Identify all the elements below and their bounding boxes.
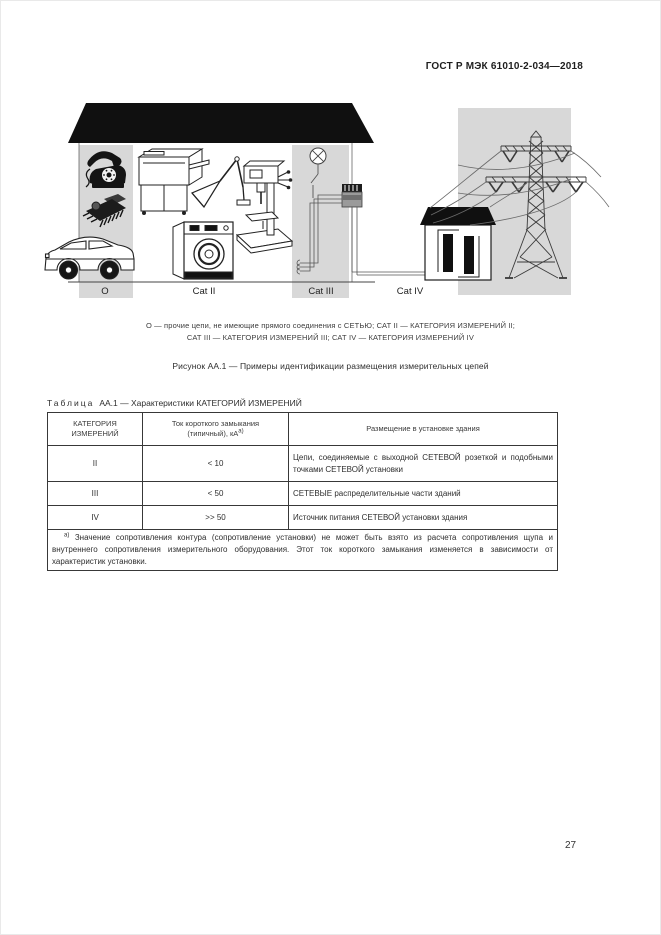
page-number: 27: [565, 840, 577, 851]
house-roof: [68, 103, 374, 143]
cell-location: Источник питания СЕТЕВОЙ установки здания: [289, 506, 558, 530]
figure-aa1-illustration: [0, 95, 661, 309]
header-current-line1: Ток короткого замыкания: [171, 418, 260, 428]
table-footnote: [48, 530, 558, 571]
zone-label-other: O: [101, 286, 109, 297]
table-footnote-row: [48, 530, 558, 571]
running-header: ГОСТ Р МЭК 61010-2-034—2018: [425, 61, 583, 72]
table-row: [48, 446, 558, 482]
figure-caption: Рисунок АА.1 — Примеры идентификации размещения измерительных цепей: [172, 361, 489, 371]
header-current-line2: (типичный), $кА^{а)}$: [187, 428, 244, 438]
measurement-categories-table: [47, 412, 558, 571]
table-row: [48, 506, 558, 530]
zone-label-cat4: Cat IV: [396, 286, 424, 297]
cat3-zone-background: [292, 145, 349, 298]
zone-label-cat3: Cat III: [308, 286, 334, 297]
footnote-ref: а): [64, 532, 70, 539]
header-category: КАТЕГОРИЯ ИЗМЕРЕНИЙ: [48, 413, 143, 446]
footnote-text: Значение сопротивления контура (сопротивление установки) не может быть взято из расчета сопротивления щупа и внутреннего сопротивления измерительного оборудования. Этот ток короткого замыкания изменяется в зависимости от характеристик установки.: [52, 533, 553, 566]
cell-current: < 10: [143, 446, 289, 482]
table-header-row: [48, 413, 558, 446]
table-title: [47, 398, 302, 408]
cell-location: СЕТЕВЫЕ распределительные части зданий: [289, 482, 558, 506]
breaker-panel-icon: [342, 184, 362, 207]
footnote-ref: а): [238, 428, 244, 435]
transformer-substation-icon: [420, 207, 496, 280]
figure-legend: [71, 320, 591, 344]
figure-legend-line2: САТ III — КАТЕГОРИЯ ИЗМЕРЕНИЙ III; САТ IV — КАТЕГОРИЯ ИЗМЕРЕНИЙ IV: [186, 333, 475, 342]
cell-category: III: [48, 482, 143, 506]
lamp-icon: [310, 148, 326, 164]
cell-location: Цепи, соединяемые с выходной СЕТЕВОЙ розеткой и подобными точками СЕТЕВОЙ установки: [289, 446, 558, 482]
cell-current: >> 50: [143, 506, 289, 530]
table-title-rest: АА.1 — Характеристики КАТЕГОРИЙ ИЗМЕРЕНИЙ: [99, 398, 302, 408]
cell-category: IV: [48, 506, 143, 530]
table-title-word: Таблица: [47, 398, 95, 408]
table-row: [48, 482, 558, 506]
washing-machine-icon: [173, 222, 233, 279]
cell-current: < 50: [143, 482, 289, 506]
zone-label-cat2: Cat II: [192, 286, 216, 297]
drill-press-icon: [237, 161, 292, 253]
header-location: Размещение в установке здания: [289, 413, 558, 446]
photocopier-icon: [139, 149, 209, 215]
figure-legend-line1: О — прочие цепи, не имеющие прямого соединения с СЕТЬЮ; САТ II — КАТЕГОРИЯ ИЗМЕРЕНИЙ II;: [145, 321, 516, 330]
cell-category: II: [48, 446, 143, 482]
header-current: [143, 413, 289, 446]
